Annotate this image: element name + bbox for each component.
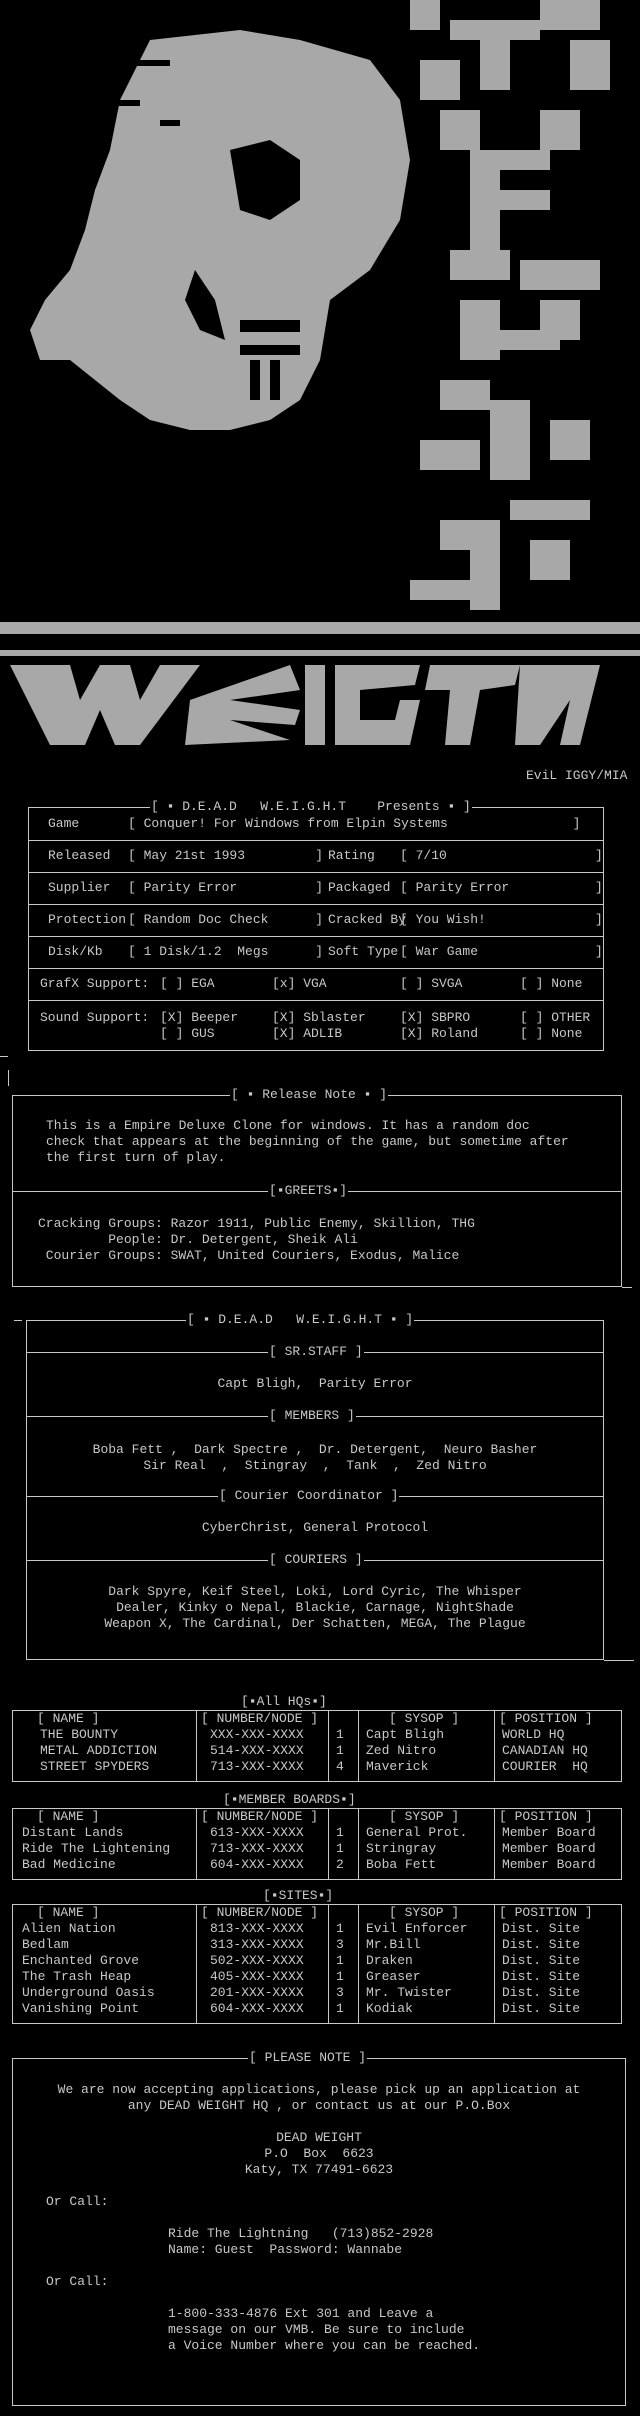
boards-header-name: [ NAME ] xyxy=(37,1809,100,1824)
hq-position: COURIER HQ xyxy=(502,1759,588,1774)
please-intro-2: any DEAD WEIGHT HQ , or contact us at our P.O.Box xyxy=(127,2098,511,2113)
note-line-3: the first turn of play. xyxy=(46,1150,226,1165)
hq-node: 4 xyxy=(336,1759,344,1774)
couriers-line-2: Dealer, Kinky o Nepal, Blackie, Carnage, NightShade xyxy=(116,1600,514,1615)
sound-gus: [ ] GUS xyxy=(160,1026,215,1041)
site-sysop: Mr. Twister xyxy=(366,1985,452,2000)
rating-value: [ 7/10 ] xyxy=(400,848,603,863)
coordinator-names: CyberChrist, General Protocol xyxy=(201,1520,429,1535)
cracked-label: Cracked By xyxy=(328,912,407,927)
sites-header-position: [ POSITION ] xyxy=(499,1905,593,1920)
site-sysop: Draken xyxy=(366,1953,413,1968)
note-line-1: This is a Empire Deluxe Clone for windows. It has a random doc xyxy=(46,1118,530,1133)
srstaff-title: [ SR.STAFF ] xyxy=(269,1344,363,1359)
game-value: [ Conquer! For Windows from Elpin Systems ] xyxy=(128,816,581,831)
rating-label: Rating xyxy=(328,848,375,863)
disk-value: [ 1 Disk/1.2 Megs ] xyxy=(128,944,324,959)
site-number: 201-XXX-XXXX xyxy=(210,1985,304,2000)
game-label: Game xyxy=(48,816,80,831)
please-intro-1: We are now accepting applications, please pick up an application at xyxy=(57,2082,581,2097)
hqs-header-number: [ NUMBER/NODE ] xyxy=(201,1711,319,1726)
hq-sysop: Capt Bligh xyxy=(366,1727,445,1742)
boards-header-sysop: [ SYSOP ] xyxy=(389,1809,460,1824)
couriers-title: [ COURIERS ] xyxy=(269,1552,363,1567)
site-number: 313-XXX-XXXX xyxy=(210,1937,304,1952)
released-label: Released xyxy=(48,848,111,863)
hq-sysop: Zed Nitro xyxy=(366,1743,437,1758)
board-name: Distant Lands xyxy=(22,1825,124,1840)
site-position: Dist. Site xyxy=(502,1937,581,1952)
site-name: Vanishing Point xyxy=(22,2001,140,2016)
hq-name: STREET SPYDERS xyxy=(40,1759,150,1774)
grafx-ega: [ ] EGA xyxy=(160,976,215,991)
sound-sbpro: [X] SBPRO xyxy=(400,1010,471,1025)
packaged-value: [ Parity Error ] xyxy=(400,880,603,895)
site-position: Dist. Site xyxy=(502,1953,581,1968)
hq-node: 1 xyxy=(336,1743,344,1758)
signature: EviL IGGY/MIA xyxy=(526,768,628,783)
site-name: Enchanted Grove xyxy=(22,1953,140,1968)
site-node: 1 xyxy=(336,1921,344,1936)
boards-title: [▪MEMBER BOARDS▪] xyxy=(223,1792,356,1807)
hq-name: METAL ADDICTION xyxy=(40,1743,158,1758)
board-number: 604-XXX-XXXX xyxy=(210,1857,304,1872)
site-position: Dist. Site xyxy=(502,1985,581,2000)
hq-position: CANADIAN HQ xyxy=(502,1743,588,1758)
board-position: Member Board xyxy=(502,1825,596,1840)
board-node: 2 xyxy=(336,1857,344,1872)
site-position: Dist. Site xyxy=(502,1969,581,1984)
release-title: [ ▪ D.E.A.D W.E.I.G.H.T Presents ▪ ] xyxy=(151,799,471,814)
bbs-line-1: Ride The Lightning (713)852-2928 xyxy=(168,2226,434,2241)
site-number: 502-XXX-XXXX xyxy=(210,1953,304,1968)
board-position: Member Board xyxy=(502,1857,596,1872)
softtype-value: [ War Game ] xyxy=(400,944,603,959)
site-name: Alien Nation xyxy=(22,1921,116,1936)
hqs-header-name: [ NAME ] xyxy=(37,1711,100,1726)
disk-label: Disk/Kb xyxy=(48,944,103,959)
address-line-1: DEAD WEIGHT xyxy=(276,2130,362,2145)
srstaff-names: Capt Bligh, Parity Error xyxy=(217,1376,413,1391)
sound-sblaster: [X] Sblaster xyxy=(272,1010,366,1025)
board-number: 613-XXX-XXXX xyxy=(210,1825,304,1840)
packaged-label: Packaged xyxy=(328,880,391,895)
vmb-line-3: a Voice Number where you can be reached. xyxy=(168,2338,481,2353)
board-node: 1 xyxy=(336,1841,344,1856)
hqs-title: [▪All HQs▪] xyxy=(241,1694,327,1709)
sound-none: [ ] None xyxy=(520,1026,583,1041)
site-name: The Trash Heap xyxy=(22,1969,132,1984)
members-title: [ ▪ D.E.A.D W.E.I.G.H.T ▪ ] xyxy=(187,1312,414,1327)
boards-header-position: [ POSITION ] xyxy=(499,1809,593,1824)
site-number: 604-XXX-XXXX xyxy=(210,2001,304,2016)
board-number: 713-XXX-XXXX xyxy=(210,1841,304,1856)
members-line-2: Sir Real , Stingray , Tank , Zed Nitro xyxy=(143,1458,487,1473)
site-sysop: Evil Enforcer xyxy=(366,1921,468,1936)
greets-line-2: People: Dr. Detergent, Sheik Ali xyxy=(38,1232,358,1247)
address-line-2: P.O Box 6623 xyxy=(264,2146,374,2161)
site-number: 405-XXX-XXXX xyxy=(210,1969,304,1984)
sound-label: Sound Support: xyxy=(40,1010,150,1025)
hq-number: XXX-XXX-XXXX xyxy=(210,1727,304,1742)
cracked-value: [ You Wish! ] xyxy=(400,912,603,927)
greets-line-3: Courier Groups: SWAT, United Couriers, Exodus, Malice xyxy=(38,1248,460,1263)
note-line-2: check that appears at the beginning of the game, but sometime after xyxy=(46,1134,569,1149)
greets-line-1: Cracking Groups: Razor 1911, Public Enemy, Skillion, THG xyxy=(38,1216,475,1231)
or-call-1: Or Call: xyxy=(46,2194,109,2209)
sites-header-name: [ NAME ] xyxy=(37,1905,100,1920)
site-sysop: Greaser xyxy=(366,1969,421,1984)
hqs-header-position: [ POSITION ] xyxy=(499,1711,593,1726)
supplier-value: [ Parity Error ] xyxy=(128,880,324,895)
grafx-svga: [ ] SVGA xyxy=(400,976,463,991)
vmb-line-2: message on our VMB. Be sure to include xyxy=(168,2322,465,2337)
site-node: 1 xyxy=(336,2001,344,2016)
vmb-line-1: 1-800-333-4876 Ext 301 and Leave a xyxy=(168,2306,434,2321)
bbs-line-2: Name: Guest Password: Wannabe xyxy=(168,2242,403,2257)
board-sysop: General Prot. xyxy=(366,1825,468,1840)
boards-header-number: [ NUMBER/NODE ] xyxy=(201,1809,319,1824)
note-title: [ ▪ Release Note ▪ ] xyxy=(231,1087,388,1102)
greets-title: [▪GREETS▪] xyxy=(269,1183,348,1198)
sites-header-sysop: [ SYSOP ] xyxy=(389,1905,460,1920)
or-call-2: Or Call: xyxy=(46,2274,109,2289)
members-section-title: [ MEMBERS ] xyxy=(269,1408,355,1423)
address-line-3: Katy, TX 77491-6623 xyxy=(244,2162,394,2177)
sound-adlib: [X] ADLIB xyxy=(272,1026,343,1041)
softtype-label: Soft Type xyxy=(328,944,399,959)
protection-value: [ Random Doc Check ] xyxy=(128,912,324,927)
site-name: Bedlam xyxy=(22,1937,69,1952)
site-sysop: Mr.Bill xyxy=(366,1937,421,1952)
sound-roland: [X] Roland xyxy=(400,1026,479,1041)
grafx-label: GrafX Support: xyxy=(40,976,150,991)
grafx-none: [ ] None xyxy=(520,976,583,991)
hq-sysop: Maverick xyxy=(366,1759,429,1774)
members-line-1: Boba Fett , Dark Spectre , Dr. Detergent, Neuro Basher xyxy=(92,1442,538,1457)
site-node: 1 xyxy=(336,1953,344,1968)
board-sysop: Stringray xyxy=(366,1841,437,1856)
grafx-vga: [x] VGA xyxy=(272,976,327,991)
couriers-line-3: Weapon X, The Cardinal, Der Schatten, MEGA, The Plague xyxy=(104,1616,526,1631)
couriers-line-1: Dark Spyre, Keif Steel, Loki, Lord Cyric, The Whisper xyxy=(108,1584,522,1599)
board-name: Bad Medicine xyxy=(22,1857,116,1872)
sites-header-number: [ NUMBER/NODE ] xyxy=(201,1905,319,1920)
sound-beeper: [X] Beeper xyxy=(160,1010,239,1025)
please-title: [ PLEASE NOTE ] xyxy=(249,2050,367,2065)
site-position: Dist. Site xyxy=(502,2001,581,2016)
hq-number: 713-XXX-XXXX xyxy=(210,1759,304,1774)
sound-other: [ ] OTHER xyxy=(520,1010,591,1025)
site-position: Dist. Site xyxy=(502,1921,581,1936)
sites-title: [▪SITES▪] xyxy=(263,1888,334,1903)
released-value: [ May 21st 1993 ] xyxy=(128,848,324,863)
hqs-header-sysop: [ SYSOP ] xyxy=(389,1711,460,1726)
site-sysop: Kodiak xyxy=(366,2001,413,2016)
board-name: Ride The Lightening xyxy=(22,1841,171,1856)
site-node: 1 xyxy=(336,1969,344,1984)
hq-name: THE BOUNTY xyxy=(40,1727,119,1742)
board-node: 1 xyxy=(336,1825,344,1840)
skull-art xyxy=(0,0,640,790)
protection-label: Protection xyxy=(48,912,127,927)
site-node: 3 xyxy=(336,1985,344,2000)
coordinator-title: [ Courier Coordinator ] xyxy=(219,1488,399,1503)
hq-number: 514-XXX-XXXX xyxy=(210,1743,304,1758)
board-position: Member Board xyxy=(502,1841,596,1856)
hq-node: 1 xyxy=(336,1727,344,1742)
site-number: 813-XXX-XXXX xyxy=(210,1921,304,1936)
site-name: Underground Oasis xyxy=(22,1985,155,2000)
board-sysop: Boba Fett xyxy=(366,1857,437,1872)
hq-position: WORLD HQ xyxy=(502,1727,565,1742)
site-node: 3 xyxy=(336,1937,344,1952)
supplier-label: Supplier xyxy=(48,880,111,895)
